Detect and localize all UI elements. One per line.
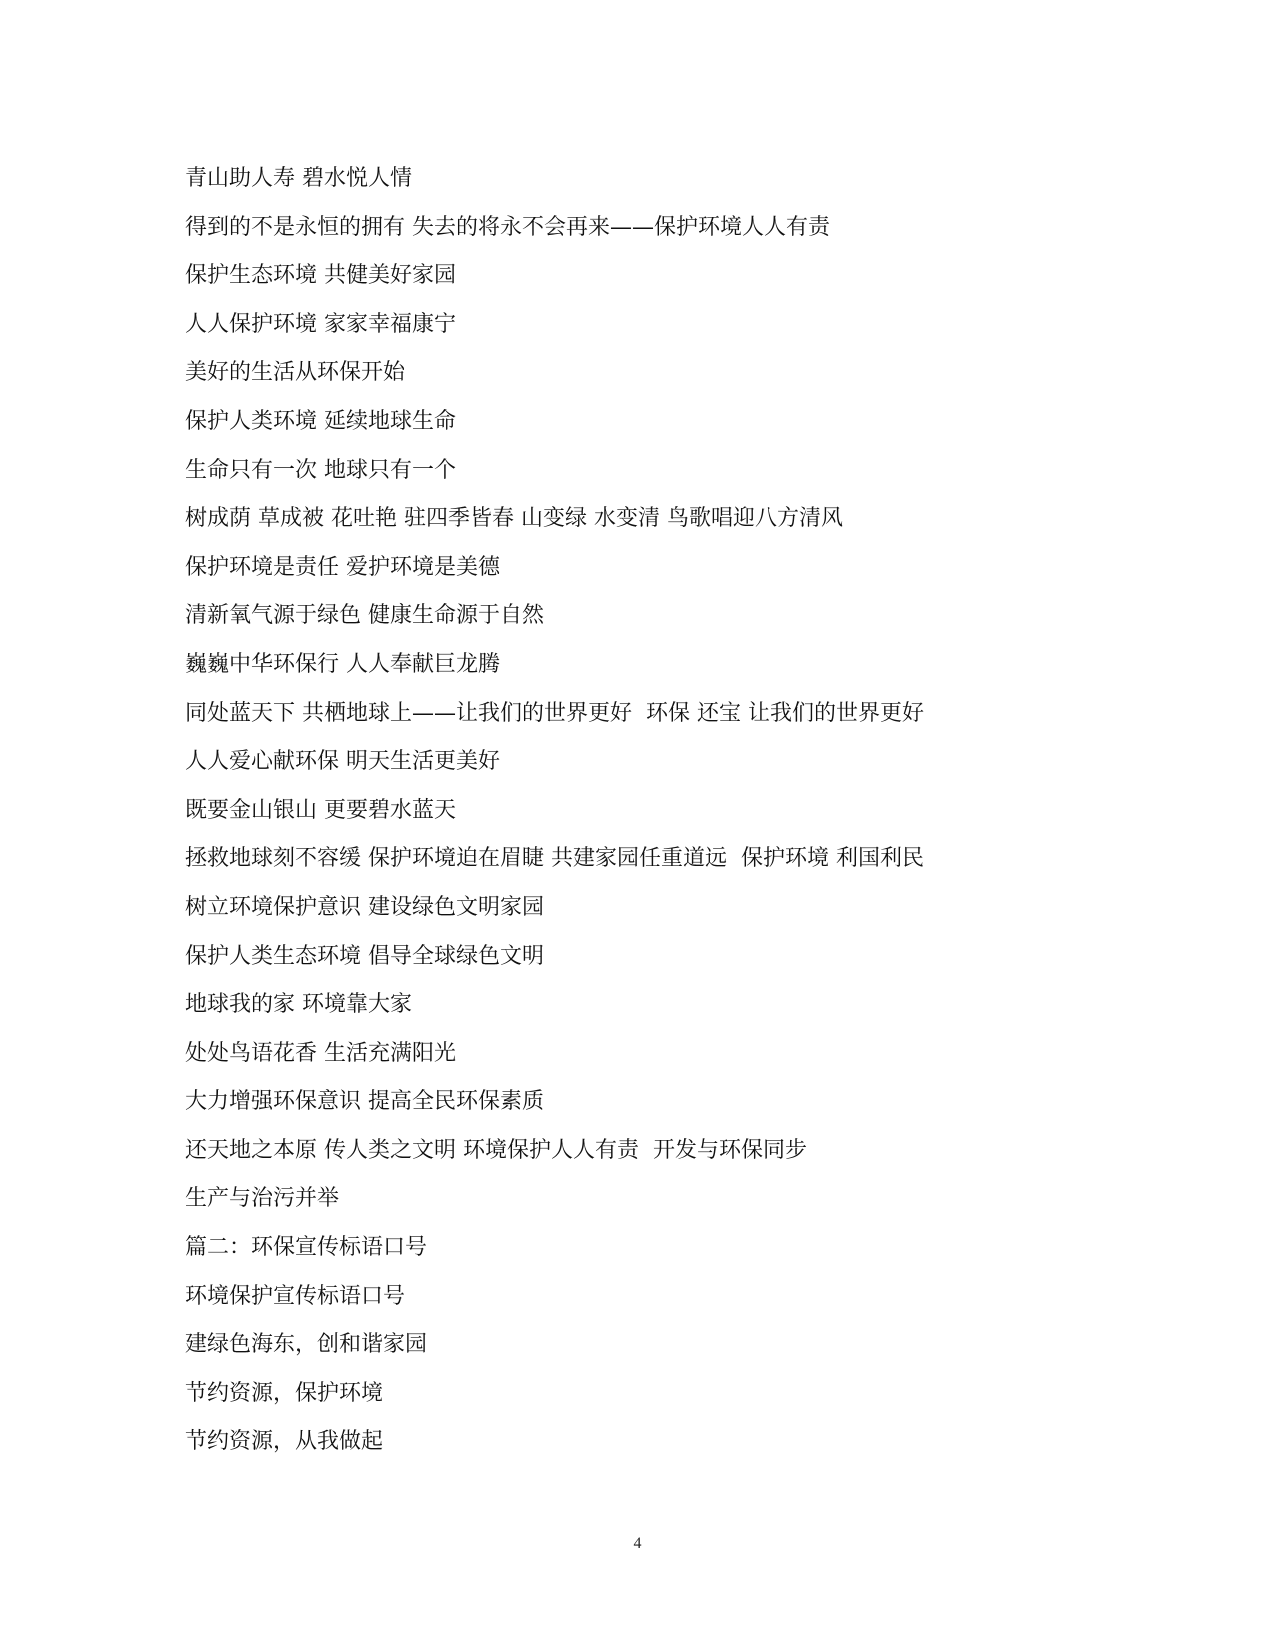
text-line: 树立环境保护意识 建设绿色文明家园: [185, 894, 544, 920]
document-body: [185, 155, 1085, 1467]
text-line: 地球我的家 环境靠大家: [185, 992, 412, 1018]
text-line: 拯救地球刻不容缓 保护环境迫在眉睫 共建家园任重道远 保护环境 利国利民: [185, 846, 924, 872]
page-number: 4: [633, 1535, 642, 1552]
text-line: 保护生态环境 共健美好家园: [185, 263, 456, 289]
text-line: 同处蓝天下 共栖地球上——让我们的世界更好 环保 还宝 让我们的世界更好: [185, 700, 924, 726]
text-line: 得到的不是永恒的拥有 失去的将永不会再来——保护环境人人有责: [185, 214, 830, 240]
text-line: 还天地之本原 传人类之文明 环境保护人人有责 开发与环保同步: [185, 1137, 807, 1163]
text-line: 生产与治污并举: [185, 1186, 340, 1212]
text-line: 建绿色海东，创和谐家园: [185, 1332, 428, 1358]
text-line: 节约资源，保护环境: [185, 1380, 384, 1406]
text-line: 保护环境是责任 爱护环境是美德: [185, 554, 500, 580]
text-line: 美好的生活从环保开始: [185, 360, 406, 386]
text-line: 既要金山银山 更要碧水蓝天: [185, 797, 456, 823]
text-line: 生命只有一次 地球只有一个: [185, 457, 456, 483]
text-line: 巍巍中华环保行 人人奉献巨龙腾: [185, 651, 500, 677]
text-line: 清新氧气源于绿色 健康生命源于自然: [185, 603, 544, 629]
text-line: 处处鸟语花香 生活充满阳光: [185, 1040, 456, 1066]
text-line: 树成荫 草成被 花吐艳 驻四季皆春 山变绿 水变清 鸟歌唱迎八方清风: [185, 506, 843, 532]
text-line: 青山助人寿 碧水悦人情: [185, 166, 412, 191]
section-heading: 篇二：环保宣传标语口号: [185, 1235, 428, 1261]
text-line: 保护人类环境 延续地球生命: [185, 408, 456, 434]
section-title: 环境保护宣传标语口号: [185, 1283, 406, 1309]
text-line: 人人爱心献环保 明天生活更美好: [185, 749, 500, 775]
text-line: 大力增强环保意识 提高全民环保素质: [185, 1089, 544, 1115]
text-line: 人人保护环境 家家幸福康宁: [185, 311, 456, 337]
text-line: 节约资源，从我做起: [185, 1429, 384, 1455]
text-line: 保护人类生态环境 倡导全球绿色文明: [185, 943, 544, 969]
